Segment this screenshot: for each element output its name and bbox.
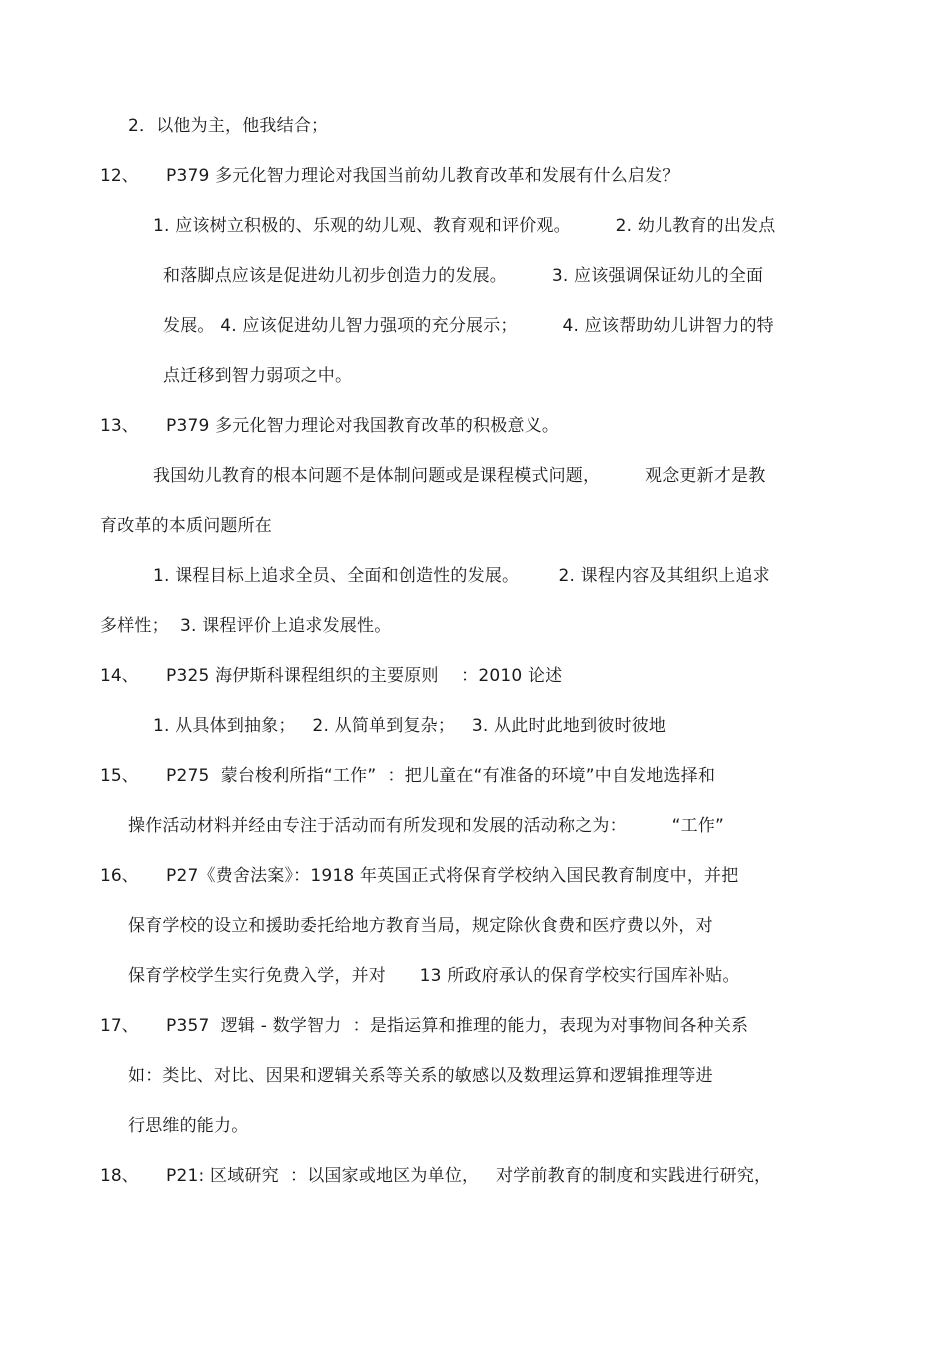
question-title: P379 多元化智力理论对我国当前幼儿教育改革和发展有什么启发？: [166, 166, 680, 186]
answer-line: 育改革的本质问题所在: [100, 516, 272, 536]
question-number: 12、: [100, 166, 139, 186]
question-number: 17、: [100, 1016, 139, 1036]
answer-line: 保育学校学生实行免费入学，并对 13 所政府承认的保育学校实行国库补贴。: [128, 966, 740, 986]
answer-line: 1. 课程目标上追求全员、全面和创造性的发展。 2. 课程内容及其组织上追求: [153, 566, 770, 586]
answer-line: 发展。 4. 应该促进幼儿智力强项的充分展示； 4. 应该帮助幼儿讲智力的特: [163, 316, 774, 336]
question-title: P357 逻辑 - 数学智力 ：是指运算和推理的能力，表现为对事物间各种关系: [166, 1016, 749, 1036]
answer-line: 如：类比、对比、因果和逻辑关系等关系的敏感以及数理运算和逻辑推理等进: [128, 1066, 713, 1086]
answer-line: 1. 从具体到抽象； 2. 从简单到复杂； 3. 从此时此地到彼时彼地: [153, 716, 667, 736]
answer-line: 保育学校的设立和援助委托给地方教育当局，规定除伙食费和医疗费以外，对: [128, 916, 713, 936]
answer-line: 多样性； 3. 课程评价上追求发展性。: [100, 616, 392, 636]
question-title: P275 蒙台梭利所指“工作” ：把儿童在“有准备的环境”中自发地选择和: [166, 766, 716, 786]
answer-line: 点迁移到智力弱项之中。: [163, 366, 353, 386]
question-number: 14、: [100, 666, 139, 686]
answer-line: 行思维的能力。: [128, 1116, 249, 1136]
question-title: P325 海伊斯科课程组织的主要原则 ：2010 论述: [166, 666, 563, 686]
question-title: P27《费舍法案》：1918 年英国正式将保育学校纳入国民教育制度中，并把: [166, 866, 739, 886]
answer-line: 操作活动材料并经由专注于活动而有所发现和发展的活动称之为： “工作”: [128, 816, 725, 836]
question-title: P21: 区域研究 ：以国家或地区为单位， 对学前教育的制度和实践进行研究，: [166, 1166, 772, 1186]
answer-line: 我国幼儿教育的根本问题不是体制问题或是课程模式问题， 观念更新才是教: [153, 466, 766, 486]
answer-line: 1. 应该树立积极的、乐观的幼儿观、教育观和评价观。 2. 幼儿教育的出发点: [153, 216, 776, 236]
question-number: 15、: [100, 766, 139, 786]
answer-line: 2．以他为主，他我结合；: [128, 116, 329, 136]
question-number: 18、: [100, 1166, 139, 1186]
question-number: 13、: [100, 416, 139, 436]
question-title: P379 多元化智力理论对我国教育改革的积极意义。: [166, 416, 560, 436]
answer-line: 和落脚点应该是促进幼儿初步创造力的发展。 3. 应该强调保证幼儿的全面: [163, 266, 764, 286]
question-number: 16、: [100, 866, 139, 886]
